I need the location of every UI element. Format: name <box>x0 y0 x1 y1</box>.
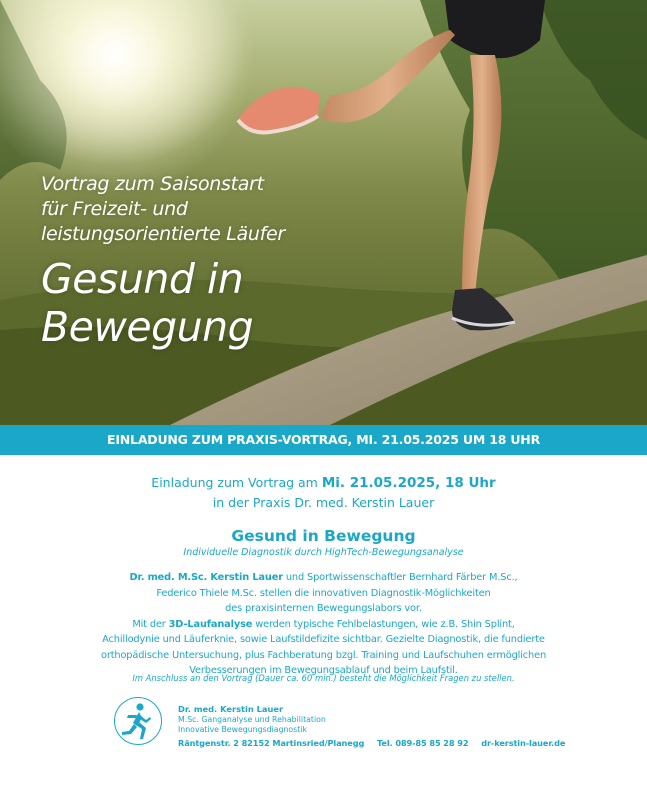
intro-line-2: in der Praxis Dr. med. Kerstin Lauer <box>212 495 435 510</box>
footer-qualification: M.Sc. Ganganalyse und Rehabilitation <box>178 714 326 724</box>
analysis-name: 3D-Laufanalyse <box>168 618 253 630</box>
description-line-4-rest: werden typische Fehlbelastungen, wie z.B. Shin Splint, <box>252 618 515 630</box>
intro-prefix: Einladung zum Vortrag am <box>151 475 322 490</box>
runner-logo-graphic <box>115 698 160 743</box>
footer-website-link[interactable]: dr-kerstin-lauer.de <box>481 738 566 748</box>
intro-text <box>0 473 647 513</box>
intro-date: Mi. 21.05.2025, 18 Uhr <box>321 475 496 491</box>
description-line-1-rest: und Sportwissenschaftler Bernhard Färber M.Sc., <box>282 572 518 583</box>
footer-contact <box>178 738 575 748</box>
description-line-3: des praxisinternen Bewegungslabors vor. <box>225 603 422 614</box>
runner-logo-icon <box>114 697 162 745</box>
description-line-6: orthopädische Untersuchung, plus Fachberatung bzgl. Training und Laufschuhen ermöglichen <box>100 649 547 661</box>
doctor-name: Dr. med. M.Sc. Kerstin Lauer <box>129 572 283 583</box>
section-subtitle: Individuelle Diagnostik durch HighTech-Bewegungsanalyse <box>183 547 464 558</box>
invitation-banner: EINLADUNG ZUM PRAXIS-VORTRAG, MI. 21.05.2025 UM 18 UHR <box>0 425 647 455</box>
hero-subtitle: Vortrag zum Saisonstart für Freizeit- und leistungsorientierte Läufer <box>41 173 285 245</box>
footer-practice-info <box>178 704 326 736</box>
footer-tagline: Innovative Bewegungsdiagnostik <box>178 725 307 734</box>
description <box>0 570 647 679</box>
description-line-5: Achillodynie und Läuferknie, sowie Laufstildefizite sichtbar. Gezielte Diagnostik, die fundierte <box>102 634 545 645</box>
hero-text <box>41 172 285 351</box>
description-line-7: Verbesserungen im Bewegungsablauf und beim Laufstil. <box>189 665 458 676</box>
section-title: Gesund in Bewegung <box>231 527 416 545</box>
footer-address: Räntgenstr. 2 82152 Martinsried/Planegg <box>178 738 365 748</box>
hero-title-line-1: Gesund in <box>41 255 244 303</box>
description-line-2: Federico Thiele M.Sc. stellen die innovativen Diagnostik-Möglichkeiten <box>156 587 491 599</box>
footer-phone: Tel. 089-85 85 28 92 <box>377 738 469 748</box>
footer-name: Dr. med. Kerstin Lauer <box>178 704 284 714</box>
qa-note: Im Anschluss an den Vortrag (Dauer ca. 60 min.) besteht die Möglichkeit Fragen zu stellen. <box>132 673 515 683</box>
hero-title <box>41 255 285 351</box>
hero-title-line-2: Bewegung <box>41 303 254 351</box>
description-line-4-prefix: Mit der <box>132 618 169 630</box>
description-line-1 <box>0 570 647 586</box>
description-line-4 <box>0 617 647 633</box>
intro-line-1 <box>0 473 647 493</box>
